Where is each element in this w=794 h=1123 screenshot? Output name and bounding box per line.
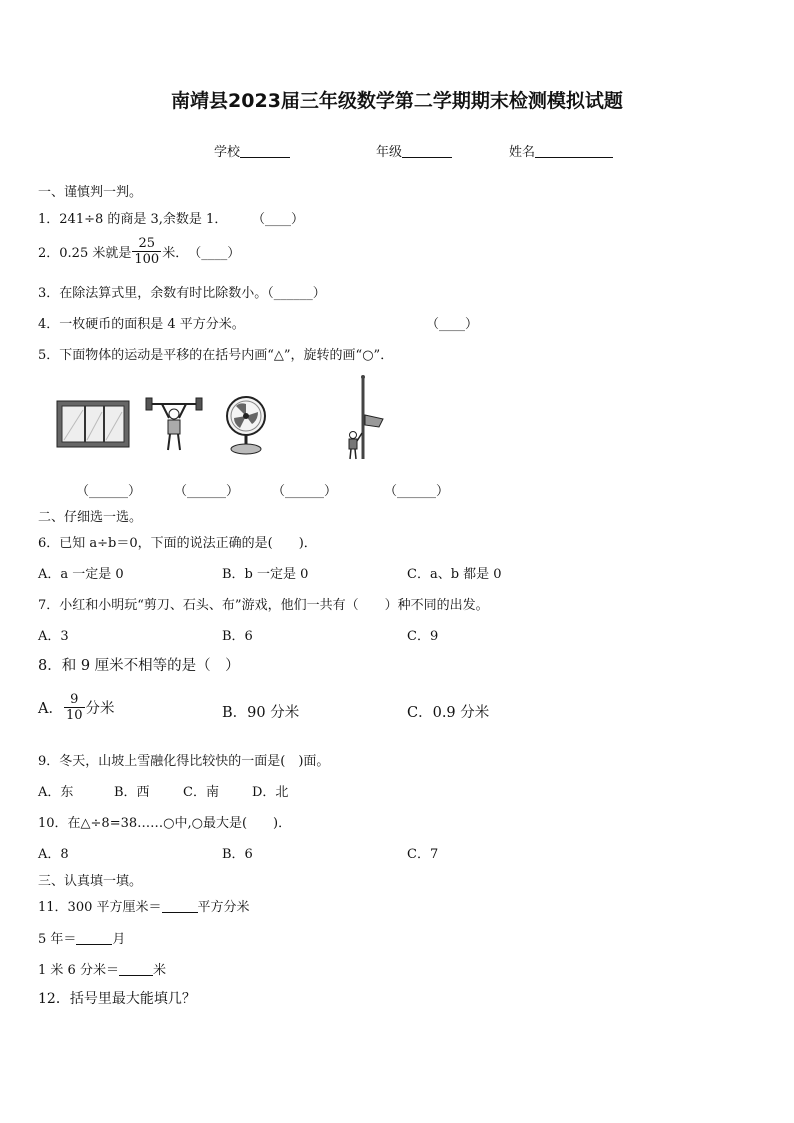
option-a-label: A． bbox=[38, 701, 63, 717]
question-11-blank-2[interactable] bbox=[76, 932, 112, 945]
question-11-line-1 bbox=[38, 896, 250, 915]
fraction-numerator: 25 bbox=[138, 236, 156, 251]
flag-raising-icon bbox=[343, 375, 387, 461]
grade-blank[interactable] bbox=[402, 145, 452, 158]
question-9-option-a[interactable]: A．东 bbox=[38, 785, 74, 800]
question-7-option-c[interactable]: C．9 bbox=[407, 629, 439, 644]
question-12: 12．括号里最大能填几？ bbox=[38, 991, 196, 1007]
section-2-heading: 二、仔细选一选。 bbox=[38, 510, 143, 525]
question-6-option-b[interactable]: B．b 一定是 0 bbox=[222, 567, 309, 582]
grade-field[interactable] bbox=[376, 141, 452, 160]
question-4-answer-bracket[interactable]: （____） bbox=[426, 317, 479, 332]
weightlifter-icon bbox=[144, 394, 204, 454]
question-6-option-a[interactable]: A．a 一定是 0 bbox=[38, 567, 124, 582]
question-11-line-2-unit: 月 bbox=[112, 932, 126, 947]
school-label: 学校 bbox=[214, 145, 241, 160]
question-11-line-1-unit: 平方分米 bbox=[197, 900, 250, 915]
question-9-option-c[interactable]: C．南 bbox=[183, 785, 219, 800]
question-11-line-3 bbox=[38, 959, 166, 978]
page-title: 南靖县2023届三年级数学第二学期期末检测模拟试题 bbox=[171, 90, 623, 112]
question-1: 1．241÷8 的商是 3,余数是 1． bbox=[38, 212, 228, 227]
question-6: 6．已知 a÷b＝0，下面的说法正确的是( )． bbox=[38, 536, 317, 551]
question-10-option-b[interactable]: B．6 bbox=[222, 847, 253, 862]
question-5: 5．下面物体的运动是平移的在括号内画“△”，旋转的画“○”． bbox=[38, 348, 394, 363]
question-2-prefix: 2．0.25 米就是 bbox=[38, 246, 132, 261]
question-3 bbox=[38, 282, 326, 301]
question-3-answer-bracket[interactable]: （______） bbox=[267, 286, 326, 301]
question-11-blank-1[interactable] bbox=[162, 900, 198, 913]
question-2-fraction bbox=[132, 236, 161, 267]
question-5-answer-bracket-2[interactable]: （______） bbox=[174, 484, 240, 499]
question-4: 4．一枚硬币的面积是 4 平方分米。 bbox=[38, 317, 245, 332]
question-7-option-b[interactable]: B．6 bbox=[222, 629, 253, 644]
question-10-option-a[interactable]: A．8 bbox=[38, 847, 69, 862]
window-icon bbox=[56, 400, 130, 448]
question-7-option-a[interactable]: A．3 bbox=[38, 629, 69, 644]
question-8-option-c[interactable]: C．0.9 分米 bbox=[407, 705, 490, 721]
question-11-line-1-prefix: 11．300 平方厘米＝ bbox=[38, 900, 162, 915]
section-1-heading: 一、谨慎判一判。 bbox=[38, 185, 143, 200]
question-11-line-3-unit: 米 bbox=[152, 963, 166, 978]
question-5-answer-bracket-3[interactable]: （______） bbox=[272, 484, 338, 499]
name-field[interactable] bbox=[509, 141, 613, 160]
question-11-line-2-prefix: 5 年＝ bbox=[38, 932, 77, 947]
question-5-answer-bracket-4[interactable]: （______） bbox=[384, 484, 450, 499]
question-10: 10．在△÷8=38……○中,○最大是( )． bbox=[38, 816, 292, 831]
question-2-answer-bracket[interactable]: （____） bbox=[188, 246, 241, 261]
question-11-line-3-prefix: 1 米 6 分米＝ bbox=[38, 963, 119, 978]
option-a-fraction bbox=[64, 692, 85, 723]
name-label: 姓名 bbox=[509, 145, 536, 160]
fraction-numerator: 9 bbox=[70, 692, 79, 707]
question-2 bbox=[38, 236, 240, 267]
question-11-line-2 bbox=[38, 928, 125, 947]
question-7: 7．小红和小明玩“剪刀、石头、布”游戏，他们一共有（ ）种不同的出发。 bbox=[38, 598, 489, 613]
question-5-answer-bracket-1[interactable]: （______） bbox=[76, 484, 142, 499]
question-3-text: 3．在除法算式里，余数有时比除数小。 bbox=[38, 286, 268, 301]
section-3-heading: 三、认真填一填。 bbox=[38, 874, 143, 889]
question-10-option-c[interactable]: C．7 bbox=[407, 847, 439, 862]
grade-label: 年级 bbox=[376, 145, 403, 160]
question-8-option-a[interactable] bbox=[38, 692, 115, 723]
question-6-option-c[interactable]: C．a、b 都是 0 bbox=[407, 567, 502, 582]
question-9-option-b[interactable]: B．西 bbox=[114, 785, 150, 800]
school-blank[interactable] bbox=[240, 145, 290, 158]
fan-icon bbox=[222, 394, 270, 456]
option-a-unit: 分米 bbox=[85, 701, 115, 717]
question-2-suffix: 米． bbox=[162, 246, 189, 261]
school-field[interactable] bbox=[214, 141, 290, 160]
fraction-denominator: 100 bbox=[134, 252, 160, 267]
question-8: 8．和 9 厘米不相等的是（ ） bbox=[38, 658, 240, 674]
question-9-option-d[interactable]: D．北 bbox=[252, 785, 289, 800]
question-1-answer-bracket[interactable]: （____） bbox=[252, 212, 305, 227]
name-blank[interactable] bbox=[535, 145, 613, 158]
question-11-blank-3[interactable] bbox=[119, 963, 153, 976]
question-9: 9．冬天，山坡上雪融化得比较快的一面是( )面。 bbox=[38, 754, 330, 769]
question-8-option-b[interactable]: B．90 分米 bbox=[222, 705, 300, 721]
fraction-denominator: 10 bbox=[65, 708, 83, 723]
